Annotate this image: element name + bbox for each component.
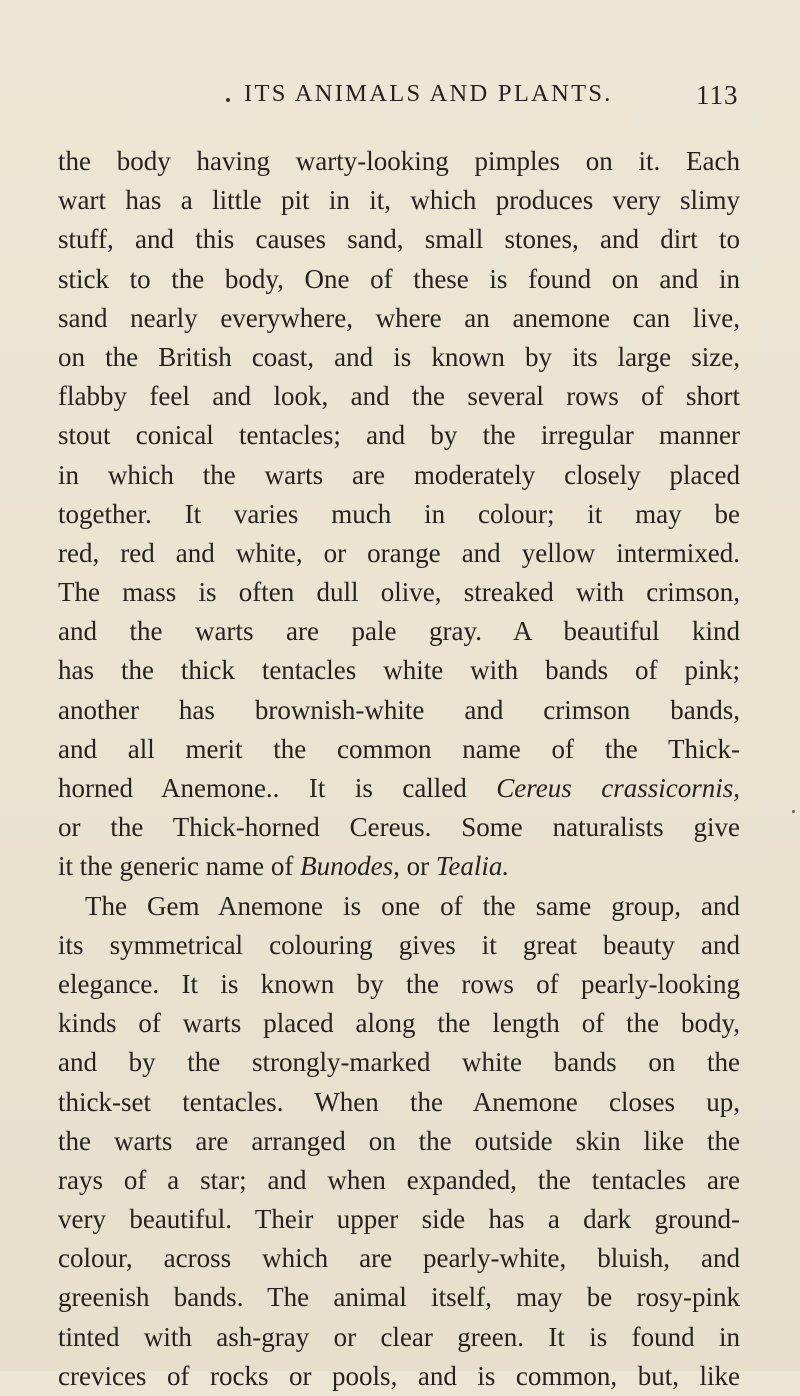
text-run: its symmetrical colouring gives it great beauty and	[58, 929, 740, 960]
text-run: red, red and white, or orange and yellow intermixed.	[58, 537, 740, 568]
text-line	[58, 1004, 740, 1043]
text-run: tinted with ash-gray or clear green. It is found in	[58, 1321, 740, 1352]
text-line	[58, 220, 740, 259]
italic-text: Cereus crassicornis	[496, 773, 734, 803]
text-line	[58, 260, 740, 299]
text-run: stick to the body, One of these is found on and in	[58, 263, 740, 294]
text-run: colour, across which are pearly-white, bluish, and	[58, 1243, 740, 1274]
text-run: horned Anemone.. It is called	[58, 773, 497, 803]
text-line	[58, 1200, 740, 1239]
text-run: the body having warty-looking pimples on it. Each	[58, 146, 740, 176]
text-run: flabby feel and look, and the several rows of short	[58, 381, 740, 412]
text-run: has the thick tentacles white with bands of pink;	[58, 655, 740, 686]
text-line	[58, 495, 740, 534]
text-line	[58, 377, 740, 416]
text-line	[58, 808, 740, 847]
text-run: sand nearly everywhere, where an anemone can live,	[58, 302, 740, 333]
text-line	[58, 926, 740, 965]
text-line	[58, 534, 740, 573]
text-line	[58, 1122, 740, 1161]
text-line	[58, 416, 740, 455]
italic-text: Bunodes	[300, 851, 394, 882]
running-head	[0, 78, 800, 114]
paragraph	[58, 142, 740, 887]
paragraph	[58, 887, 740, 1396]
text-run: or the Thick-horned Cereus. Some naturalists give	[58, 812, 740, 843]
text-line	[58, 142, 740, 181]
text-run: stout conical tentacles; and by the irregular manner	[58, 420, 740, 451]
text-run: stuff, and this causes sand, small stones, and dirt to	[58, 224, 740, 255]
text-line	[58, 1083, 740, 1122]
text-line	[58, 769, 740, 808]
text-run: together. It varies much in colour; it may be	[58, 498, 740, 529]
text-line	[58, 1239, 740, 1278]
running-head-title: ITS ANIMALS AND PLANTS.	[244, 80, 613, 107]
text-run: wart has a little pit in it, which produces very slimy	[58, 185, 740, 216]
text-line	[58, 299, 740, 338]
text-line	[58, 847, 740, 886]
text-run: thick-set tentacles. When the Anemone closes up,	[58, 1086, 740, 1117]
paper-speck	[792, 810, 795, 813]
text-line	[58, 338, 740, 377]
text-run: on the British coast, and is known by its large size,	[58, 341, 740, 372]
text-run: crevices of rocks or pools, and is common, but, like	[58, 1360, 740, 1391]
text-line	[58, 1161, 740, 1200]
text-line	[58, 887, 740, 926]
text-line	[58, 1357, 740, 1396]
text-run: very beautiful. Their upper side has a dark ground-	[58, 1204, 740, 1235]
text-line	[58, 456, 740, 495]
text-run: ,	[733, 773, 740, 803]
text-run: rays of a star; and when expanded, the tentacles are	[58, 1164, 740, 1195]
text-line	[58, 691, 740, 730]
text-line	[58, 573, 740, 612]
text-run: The mass is often dull olive, streaked with crimson,	[58, 577, 740, 608]
text-run: kinds of warts placed along the length of the body,	[58, 1008, 740, 1039]
text-line	[58, 612, 740, 651]
text-line	[58, 730, 740, 769]
text-line	[58, 181, 740, 220]
text-line	[58, 1318, 740, 1357]
text-run: in which the warts are moderately closely placed	[58, 459, 740, 490]
text-run: the warts are arranged on the outside skin like the	[58, 1125, 740, 1156]
text-run: greenish bands. The animal itself, may be rosy-pink	[58, 1282, 740, 1313]
ornament-dot	[226, 98, 230, 102]
page-number: 113	[696, 80, 739, 110]
text-run: another has brownish-white and crimson bands,	[58, 694, 740, 725]
body-text	[58, 142, 740, 1396]
text-run: and all merit the common name of the Thick-	[58, 733, 740, 764]
text-run: it the generic name of	[58, 851, 301, 882]
text-run: , or	[393, 851, 436, 882]
text-line	[58, 1278, 740, 1317]
text-line	[58, 965, 740, 1004]
text-line	[58, 651, 740, 690]
text-run: The Gem Anemone is one of the same group, and	[85, 890, 740, 921]
text-run: and by the strongly-marked white bands on the	[58, 1047, 740, 1078]
text-line	[58, 1043, 740, 1082]
text-run: elegance. It is known by the rows of pearly-looking	[58, 968, 740, 999]
italic-text: Tealia.	[435, 851, 510, 882]
text-run: and the warts are pale gray. A beautiful kind	[58, 616, 740, 647]
